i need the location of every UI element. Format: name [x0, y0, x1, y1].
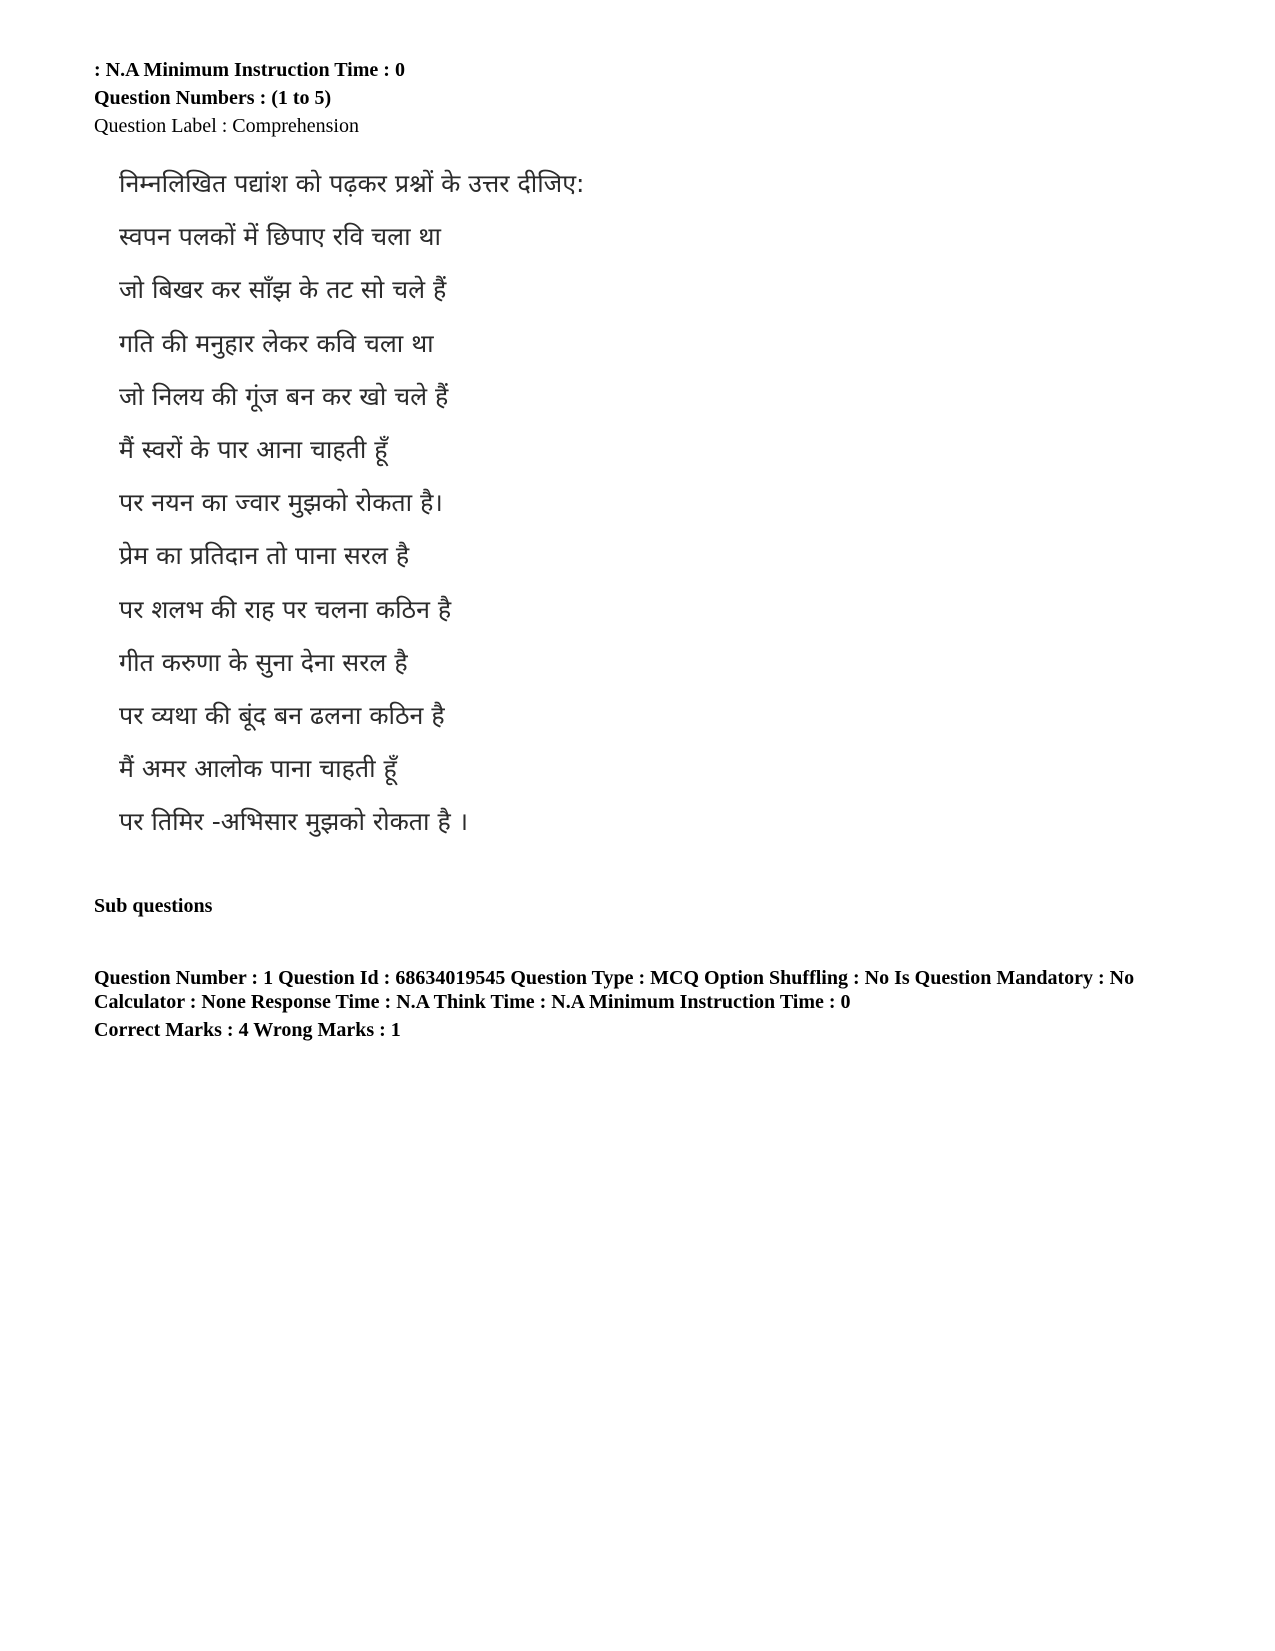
- passage-line: मैं अमर आलोक पाना चाहती हूँ: [119, 754, 397, 783]
- passage-line: पर शलभ की राह पर चलना कठिन है: [119, 595, 452, 624]
- passage-line: स्वपन पलकों में छिपाए रवि चला था: [119, 222, 442, 251]
- passage-instruction: निम्नलिखित पद्यांश को पढ़कर प्रश्नों के उत्तर दीजिए:: [119, 169, 585, 198]
- sub-questions-heading: Sub questions: [94, 895, 213, 917]
- question-numbers: Question Numbers : (1 to 5): [94, 87, 332, 109]
- passage-line: मैं स्वरों के पार आना चाहती हूँ: [119, 435, 388, 464]
- question-label: Question Label : Comprehension: [94, 115, 359, 137]
- marks-line: Correct Marks : 4 Wrong Marks : 1: [94, 1019, 401, 1041]
- passage-line: पर नयन का ज्वार मुझको रोकता है।: [119, 488, 443, 517]
- passage-line: पर व्यथा की बूंद बन ढलना कठिन है: [119, 701, 445, 730]
- passage-line: जो बिखर कर साँझ के तट सो चले हैं: [119, 275, 447, 304]
- passage-line: गति की मनुहार लेकर कवि चला था: [119, 329, 434, 358]
- question-info: Question Number : 1 Question Id : 68634019545 Question Type : MCQ Option Shuffling : No Is Question Mandatory : No Calculator : None Response Time : N.A Think Time : N.A Minimum Instruction Time : 0: [94, 967, 1135, 1013]
- instruction-time-line: : N.A Minimum Instruction Time : 0: [94, 59, 405, 81]
- passage-line: पर तिमिर -अभिसार मुझको रोकता है ।: [119, 807, 469, 836]
- passage-line: गीत करुणा के सुना देना सरल है: [119, 648, 408, 677]
- passage-line: जो निलय की गूंज बन कर खो चले हैं: [119, 382, 449, 411]
- passage-line: प्रेम का प्रतिदान तो पाना सरल है: [119, 541, 410, 570]
